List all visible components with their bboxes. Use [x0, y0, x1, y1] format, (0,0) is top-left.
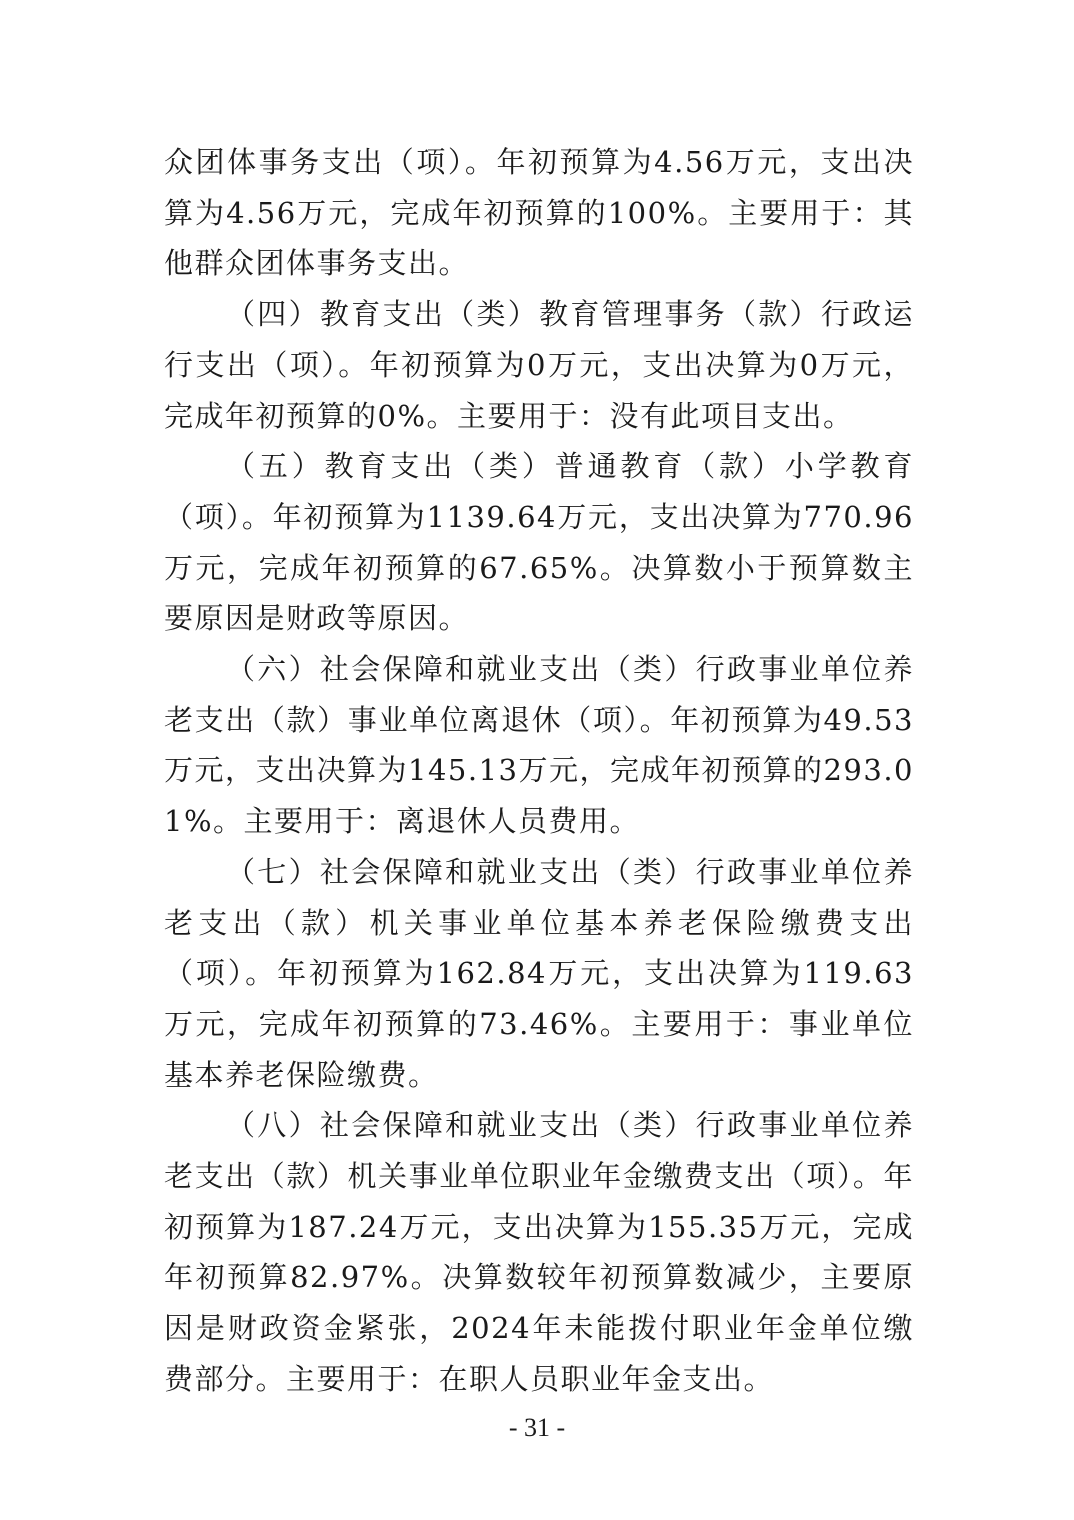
document-body	[164, 137, 914, 1405]
paragraph-item-8-occupational-annuity: （八）社会保障和就业支出（类）行政事业单位养老支出（款）机关事业单位职业年金缴费支出（项）。年初预算为187.24万元，支出决算为155.35万元，完成年初预算82.97%。决算数较年初预算数减少，主要原因是财政资金紧张，2024年未能拨付职业年金单位缴费部分。主要用于：在职人员职业年金支出。	[164, 1108, 914, 1396]
paragraph-continued-mass-organization: 众团体事务支出（项）。年初预算为4.56万元，支出决算为4.56万元，完成年初预算的100%。主要用于：其他群众团体事务支出。	[164, 145, 914, 281]
paragraph-item-5-primary-education: （五）教育支出（类）普通教育（款）小学教育（项）。年初预算为1139.64万元，支出决算为770.96万元，完成年初预算的67.65%。决算数小于预算数主要原因是财政等原因。	[164, 449, 914, 636]
paragraph-item-7-pension-insurance: （七）社会保障和就业支出（类）行政事业单位养老支出（款）机关事业单位基本养老保险缴费支出（项）。年初预算为162.84万元，支出决算为119.63万元，完成年初预算的73.46%。主要用于：事业单位基本养老保险缴费。	[164, 854, 914, 1092]
paragraph-item-6-retirement: （六）社会保障和就业支出（类）行政事业单位养老支出（款）事业单位离退休（项）。年初预算为49.53万元，支出决算为145.13万元，完成年初预算的293.01%。主要用于：离退休人员费用。	[164, 652, 914, 839]
page-number: - 31 -	[508, 1413, 566, 1442]
paragraph-item-4-education-admin: （四）教育支出（类）教育管理事务（款）行政运行支出（项）。年初预算为0万元，支出决算为0万元，完成年初预算的0%。主要用于：没有此项目支出。	[164, 297, 914, 433]
